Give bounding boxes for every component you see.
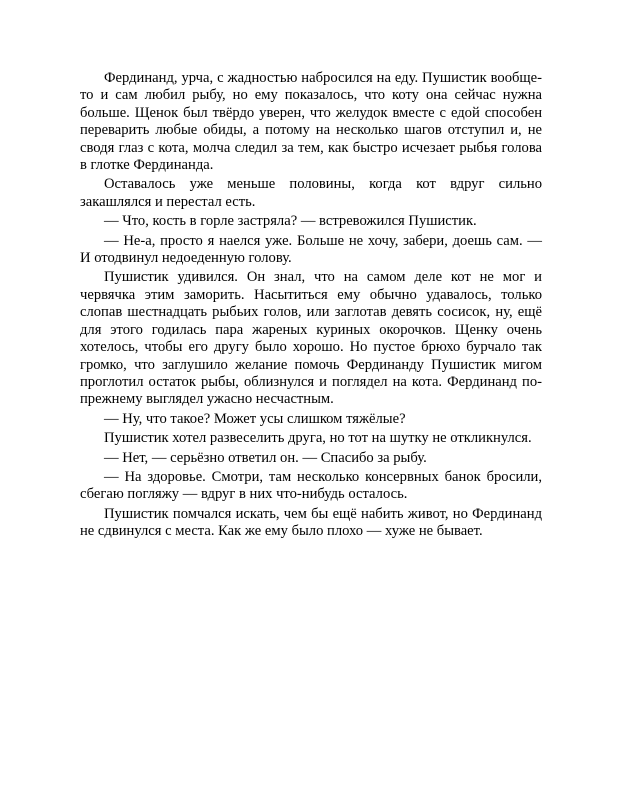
paragraph-6: — Ну, что такое? Может усы слишком тяжёлые? — [104, 410, 406, 427]
document-page — [80, 70, 542, 543]
paragraph-4: — Не-а, просто я наелся уже. Больше не хочу, забери, доешь сам. — И отодвинул недоеденную голову. — [80, 232, 542, 267]
paragraph-9: — На здоровье. Смотри, там несколько консервных банок бросили, сбегаю погляжу — вдруг в них что-нибудь осталось. — [80, 468, 542, 503]
paragraph-5: Пушистик удивился. Он знал, что на самом деле кот не мог и червячка этим заморить. Насытиться ему обычно удавалось, только слопав шестнадцать рыбьих голов, или заглотав девять сосисок, ну, ещё для этого годилась пара жареных куриных окорочков. Щенку очень хотелось, чтобы его другу было хорошо. Но пустое брюхо бурчало так громко, что заглушило желание помочь Фердинанду Пушистик мигом проглотил остаток рыбы, облизнулся и поглядел на кота. Фердинанд по-прежнему выглядел ужасно несчастным. — [80, 269, 542, 408]
paragraph-10: Пушистик помчался искать, чем бы ещё набить живот, но Фердинанд не сдвинулся с места. Как же ему было плохо — хуже не бывает. — [80, 505, 542, 540]
paragraph-1: Фердинанд, урча, с жадностью набросился на еду. Пушистик вообще-то и сам любил рыбу, но ему показалось, что коту она сейчас нужна больше. Щенок был твёрдо уверен, что желудок вместе с едой способен переварить любые обиды, а потому на несколько шагов отступил и, не сводя глаз с кота, молча следил за тем, как быстро исчезает рыбья голова в глотке Фердинанда. — [80, 70, 542, 174]
paragraph-8: — Нет, — серьёзно ответил он. — Спасибо за рыбу. — [104, 449, 427, 466]
paragraph-2: Оставалось уже меньше половины, когда кот вдруг сильно закашлялся и перестал есть. — [80, 176, 542, 210]
paragraph-7: Пушистик хотел развеселить друга, но тот на шутку не откликнулся. — [104, 430, 532, 447]
paragraph-3: — Что, кость в горле застряла? — встревожился Пушистик. — [104, 213, 477, 230]
